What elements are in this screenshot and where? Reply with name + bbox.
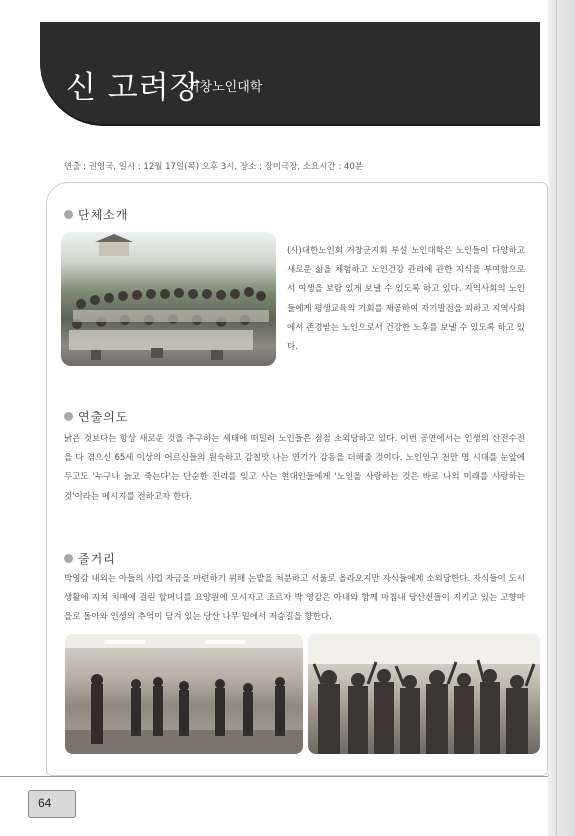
intro-paragraph: (사)대한노인회 거창군지회 부설 노인대학은 노인들이 다양하고 새로운 삶을 체험하고 노인건강 관리에 관한 지식을 부여함으로서 여생을 보람 있게 보낼 수 있도록 하고 있다. 지역사회의 노인들에게 평생교육의 기회를 제공하여 자기발전을 꾀하고 지역사회에서 존경받는 노인으로서 건강한 노후를 보낼 수 있도록 하고 있다.	[287, 246, 525, 353]
section-heading-intent	[64, 408, 128, 425]
section-heading-intent-label: 연출의도	[78, 410, 129, 424]
bullet-dot-icon	[64, 210, 73, 219]
page-subtitle: 거창노인대학	[187, 80, 263, 95]
footer-line	[0, 776, 548, 777]
page-number-tab	[28, 790, 76, 818]
rehearsal-photo-left	[65, 634, 303, 754]
plot-paragraph: 박영감 내외는 아들의 사업 자금을 마련하기 위해 논밭을 처분하고 서울로 올라오지만 자식들에게 소외당한다. 자식들이 도시 생활에 지쳐 치매에 걸린 할머니를 요양원에 모시자고 조르자 박 영감은 아내와 함께 마침내 당산신들이 지키고 있는 고향마을로 돌아와 인생의 추억이 담겨 있는 당산 나무 밑에서 저승길을 향한다.	[64, 574, 525, 623]
bullet-dot-icon	[64, 554, 73, 563]
page-edge-line	[556, 0, 557, 836]
intent-paragraph: 낡은 것보다는 항상 새로운 것을 추구하는 세태에 떠밀려 노인들은 점점 소외당하고 있다. 이번 공연에서는 인생의 산전수전을 다 겪으신 65세 이상의 어르신들의 원숙하고 감칠맛 나는 연기가 감동을 더해줄 것이다. 노인인구 천만 명 시대를 눈앞에 두고도 '누구나 늙고 죽는다'는 단순한 진리를 잊고 사는 현대인들에게 '노인을 사랑하는 것은 바로 나의 미래를 사랑하는 것'이라는 메시지를 전하고자 한다.	[64, 434, 525, 502]
bullet-dot-icon	[64, 412, 73, 421]
section-heading-plot-label: 줄거리	[78, 552, 116, 566]
section-heading-intro-label: 단체소개	[78, 208, 129, 222]
section-heading-plot	[64, 550, 116, 567]
production-credits: 연출 : 권영국, 일시 : 12월 17일(목) 오후 3시, 장소 : 장미극장, 소요시간 : 40분	[64, 162, 363, 172]
page-number: 64	[38, 796, 52, 810]
rehearsal-photo-right-figures	[308, 634, 540, 754]
page-edge-bar	[548, 0, 575, 836]
group-photo	[61, 232, 276, 366]
rehearsal-photo-right	[308, 634, 540, 754]
page-title: 신 고려장	[66, 70, 201, 106]
group-photo-figures	[61, 232, 276, 366]
rehearsal-photo-left-figures	[65, 634, 303, 754]
section-heading-intro	[64, 206, 128, 223]
